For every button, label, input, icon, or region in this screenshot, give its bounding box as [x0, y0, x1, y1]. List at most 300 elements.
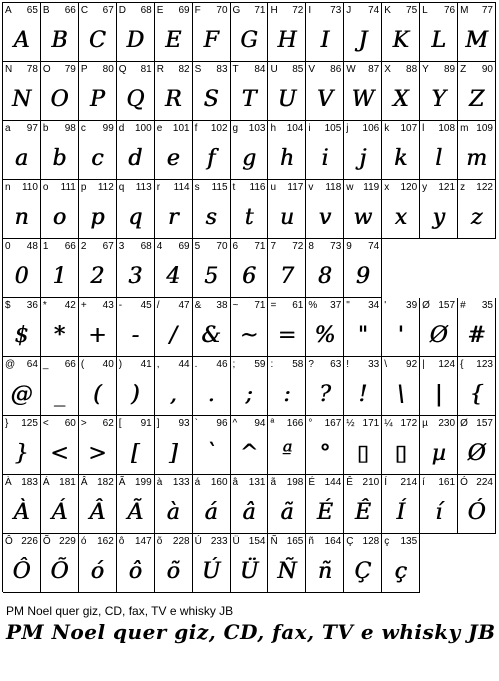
glyph-sample: - [131, 322, 139, 348]
glyph-char: + [80, 300, 87, 311]
glyph-cell [344, 3, 382, 62]
glyph-code: 85 [292, 64, 304, 75]
glyph-label [308, 5, 341, 17]
glyph-sample: w [353, 204, 373, 230]
glyph-label [5, 536, 38, 548]
glyph-char: J [346, 5, 352, 16]
glyph-code: 122 [476, 182, 493, 193]
glyph-char: H [270, 5, 278, 16]
glyph-code: 104 [286, 123, 304, 134]
glyph-char: Ê [346, 477, 353, 488]
glyph-code: 78 [26, 64, 38, 75]
glyph-char: [ [118, 418, 122, 429]
glyph-cell [79, 475, 117, 534]
glyph-char: ô [118, 536, 125, 547]
glyph-label [422, 418, 455, 430]
glyph-label [43, 64, 76, 76]
glyph-code: 75 [406, 5, 418, 16]
glyph-code: 108 [438, 123, 456, 134]
glyph-label [5, 182, 38, 194]
glyph-char: S [194, 64, 202, 75]
glyph-char: F [194, 5, 201, 16]
glyph-code: 171 [362, 418, 380, 429]
glyph-cell [420, 416, 458, 475]
glyph-char: L [422, 5, 428, 16]
glyph-code: 42 [64, 300, 76, 311]
glyph-label [270, 182, 303, 194]
glyph-sample: ã [280, 499, 294, 525]
glyph-char: Ø [422, 300, 430, 311]
glyph-code: 230 [438, 418, 456, 429]
glyph-cell [231, 62, 269, 121]
glyph-label [195, 477, 228, 489]
glyph-cell [344, 475, 382, 534]
glyph-cell [155, 121, 193, 180]
glyph-cell [382, 475, 420, 534]
glyph-cell [344, 534, 382, 593]
glyph-cell [155, 3, 193, 62]
glyph-char: I [308, 5, 312, 16]
glyph-cell [193, 62, 231, 121]
glyph-sample: 6 [241, 263, 256, 289]
glyph-sample: F [203, 27, 219, 53]
glyph-label [308, 300, 341, 312]
glyph-code: 166 [286, 418, 304, 429]
glyph-char: Â [80, 477, 88, 488]
glyph-label [270, 123, 303, 135]
glyph-cell [458, 298, 496, 357]
glyph-row [3, 357, 496, 416]
glyph-sample: ^ [239, 440, 259, 466]
glyph-cell [344, 416, 382, 475]
glyph-code: 101 [172, 123, 190, 134]
glyph-cell [41, 62, 79, 121]
glyph-cell [268, 3, 306, 62]
glyph-char: Ã [118, 477, 126, 488]
glyph-code: 41 [140, 359, 152, 370]
glyph-label [270, 64, 303, 76]
glyph-sample: M [465, 27, 488, 53]
glyph-char: { [460, 359, 464, 370]
glyph-char: < [42, 418, 49, 429]
glyph-char: v [308, 182, 314, 193]
glyph-label [346, 300, 379, 312]
glyph-label [119, 359, 152, 371]
glyph-cell [231, 3, 269, 62]
glyph-code: 100 [135, 123, 152, 134]
glyph-label [308, 418, 341, 430]
glyph-cell [420, 475, 458, 534]
glyph-sample: f [206, 145, 216, 171]
glyph-sample: 8 [317, 263, 332, 289]
glyph-char: = [270, 300, 277, 311]
glyph-sample: À [13, 499, 30, 525]
glyph-cell [79, 534, 117, 593]
glyph-cell [155, 416, 193, 475]
glyph-code: 98 [64, 123, 76, 134]
glyph-code: 172 [400, 418, 418, 429]
glyph-sample: à [166, 499, 180, 525]
glyph-code: 96 [216, 418, 228, 429]
glyph-sample: â [242, 499, 256, 525]
glyph-char: _ [42, 359, 49, 370]
glyph-code: 87 [368, 64, 380, 75]
glyph-label [81, 64, 114, 76]
glyph-label [195, 5, 228, 17]
glyph-label [157, 477, 190, 489]
glyph-char: Ú [194, 536, 202, 547]
glyph-label [384, 300, 417, 312]
glyph-code: 84 [254, 64, 266, 75]
glyph-sample: ) [130, 381, 140, 407]
glyph-label [119, 241, 152, 253]
glyph-label [43, 536, 76, 548]
glyph-label [270, 359, 303, 371]
glyph-code: 40 [102, 359, 114, 370]
glyph-sample: v [318, 204, 332, 230]
glyph-label [460, 477, 493, 489]
glyph-sample: 4 [166, 263, 181, 289]
glyph-cell [155, 298, 193, 357]
glyph-sample: 7 [279, 263, 294, 289]
glyph-cell [231, 180, 269, 239]
glyph-char: Ü [232, 536, 240, 547]
glyph-sample: A [13, 27, 30, 53]
glyph-char: N [5, 64, 13, 75]
glyph-label [233, 182, 266, 194]
glyph-char: w [346, 182, 354, 193]
glyph-cell [306, 475, 344, 534]
empty-cell [458, 534, 496, 593]
glyph-label [460, 64, 493, 76]
glyph-label [195, 182, 228, 194]
glyph-sample: H [277, 27, 297, 53]
glyph-code: 35 [481, 300, 493, 311]
glyph-label [346, 182, 379, 194]
glyph-label [460, 300, 493, 312]
glyph-char: V [308, 64, 316, 75]
glyph-code: 144 [324, 477, 342, 488]
glyph-sample: ] [168, 440, 178, 466]
glyph-char: - [118, 300, 123, 311]
glyph-char: B [42, 5, 50, 16]
glyph-sample: Ü [239, 558, 259, 584]
glyph-sample: ó [90, 558, 104, 584]
glyph-label [460, 5, 493, 17]
glyph-row [3, 239, 496, 298]
glyph-cell [382, 357, 420, 416]
glyph-sample: } [14, 440, 29, 466]
empty-cell [420, 534, 458, 593]
glyph-char: : [270, 359, 274, 370]
glyph-cell [306, 180, 344, 239]
glyph-sample: m [466, 145, 487, 171]
glyph-sample: B [51, 27, 68, 53]
glyph-char: ` [194, 418, 198, 429]
glyph-code: 34 [368, 300, 380, 311]
glyph-cell [268, 357, 306, 416]
glyph-code: 69 [178, 241, 190, 252]
glyph-cell [231, 298, 269, 357]
glyph-sample: S [203, 86, 219, 112]
glyph-char: À [5, 477, 12, 488]
glyph-cell [41, 357, 79, 416]
glyph-cell [268, 121, 306, 180]
glyph-cell [193, 180, 231, 239]
glyph-cell [458, 121, 496, 180]
glyph-row [3, 121, 496, 180]
glyph-sample: Q [126, 86, 145, 112]
glyph-code: 111 [60, 182, 76, 193]
glyph-char: ^ [232, 418, 238, 429]
glyph-cell [382, 62, 420, 121]
glyph-label [157, 64, 190, 76]
glyph-sample: ~ [239, 322, 259, 348]
glyph-code: 38 [216, 300, 228, 311]
glyph-sample: ç [394, 558, 407, 584]
glyph-label [119, 536, 152, 548]
glyph-label [384, 5, 417, 17]
glyph-label [422, 300, 455, 312]
glyph-cell [117, 3, 155, 62]
glyph-sample: 5 [204, 263, 219, 289]
glyph-label [384, 182, 417, 194]
glyph-label [308, 64, 341, 76]
glyph-cell [79, 298, 117, 357]
glyph-cell [79, 180, 117, 239]
glyph-sample: ' [397, 322, 404, 348]
glyph-char: d [118, 123, 125, 134]
glyph-code: 47 [178, 300, 190, 311]
glyph-sample: [ [130, 440, 140, 466]
glyph-label [270, 300, 303, 312]
glyph-code: 161 [438, 477, 456, 488]
glyph-char: z [460, 182, 466, 193]
glyph-char: à [156, 477, 163, 488]
glyph-char: ç [384, 536, 390, 547]
glyph-cell [458, 475, 496, 534]
glyph-code: 69 [178, 5, 190, 16]
glyph-cell [3, 180, 41, 239]
glyph-code: 65 [26, 5, 38, 16]
glyph-char: $ [5, 300, 11, 311]
glyph-code: 68 [140, 241, 152, 252]
glyph-char: 0 [5, 241, 11, 252]
glyph-label [81, 477, 114, 489]
glyph-char: ã [270, 477, 277, 488]
glyph-code: 64 [26, 359, 38, 370]
glyph-cell [155, 239, 193, 298]
glyph-label [346, 359, 379, 371]
glyph-sample: e [166, 145, 180, 171]
glyph-cell [344, 239, 382, 298]
glyph-char: % [308, 300, 318, 311]
glyph-code: 66 [64, 359, 76, 370]
glyph-sample: ▯ [356, 440, 369, 466]
glyph-char: 6 [232, 241, 239, 252]
glyph-cell [193, 475, 231, 534]
glyph-code: 82 [178, 64, 190, 75]
glyph-code: 214 [400, 477, 418, 488]
glyph-label [81, 359, 114, 371]
glyph-label [384, 64, 417, 76]
glyph-sample: Õ [50, 558, 69, 584]
glyph-char: s [194, 182, 200, 193]
glyph-label [43, 5, 76, 17]
glyph-sample: @ [10, 381, 33, 407]
glyph-char: # [460, 300, 466, 311]
glyph-char: g [232, 123, 239, 134]
glyph-code: 157 [476, 418, 493, 429]
glyph-sample: Ã [127, 499, 144, 525]
glyph-label [233, 418, 266, 430]
glyph-char: U [270, 64, 278, 75]
glyph-label [384, 477, 417, 489]
glyph-char: ~ [232, 300, 239, 311]
glyph-row [3, 3, 496, 62]
glyph-label [119, 300, 152, 312]
glyph-sample: : [283, 381, 291, 407]
glyph-label [43, 359, 76, 371]
glyph-char: Ø [460, 418, 468, 429]
glyph-char: p [80, 182, 87, 193]
glyph-code: 154 [248, 536, 266, 547]
glyph-label [5, 418, 38, 430]
glyph-code: 81 [140, 64, 152, 75]
glyph-char: 4 [156, 241, 163, 252]
glyph-code: 70 [216, 5, 228, 16]
glyph-sample: ? [318, 381, 331, 407]
glyph-code: 120 [400, 182, 418, 193]
glyph-char: Õ [42, 536, 51, 547]
glyph-code: 71 [254, 5, 266, 16]
glyph-sample: ° [319, 440, 331, 466]
glyph-cell [79, 3, 117, 62]
glyph-sample: L [431, 27, 446, 53]
glyph-char: y [422, 182, 428, 193]
glyph-sample: n [14, 204, 29, 230]
glyph-label [270, 477, 303, 489]
glyph-cell [3, 121, 41, 180]
glyph-code: 165 [286, 536, 304, 547]
glyph-char: ° [308, 418, 313, 429]
glyph-char: M [460, 5, 469, 16]
glyph-label [157, 5, 190, 17]
glyph-char: o [42, 182, 49, 193]
glyph-label [5, 359, 38, 371]
glyph-sample: Ç [354, 558, 372, 584]
glyph-char: u [270, 182, 277, 193]
glyph-label [422, 123, 455, 135]
glyph-sample: a [14, 145, 29, 171]
glyph-char: 3 [118, 241, 125, 252]
glyph-code: 182 [97, 477, 114, 488]
glyph-sample: t [244, 204, 254, 230]
glyph-char: Ñ [270, 536, 278, 547]
glyph-code: 94 [254, 418, 266, 429]
glyph-code: 63 [330, 359, 342, 370]
glyph-sample: Ô [12, 558, 31, 584]
glyph-sample: ª [281, 440, 293, 466]
glyph-cell [117, 298, 155, 357]
glyph-char: T [232, 64, 239, 75]
glyph-char: | [422, 359, 425, 370]
glyph-sample: Í [396, 499, 406, 525]
glyph-cell [268, 416, 306, 475]
glyph-cell [382, 121, 420, 180]
glyph-cell [231, 534, 269, 593]
glyph-code: 37 [330, 300, 342, 311]
glyph-code: 233 [210, 536, 228, 547]
glyph-code: 110 [21, 182, 38, 193]
glyph-label [81, 536, 114, 548]
glyph-char: á [194, 477, 201, 488]
glyph-char: a [5, 123, 11, 134]
glyph-cell [117, 239, 155, 298]
glyph-char: C [80, 5, 89, 16]
glyph-cell [41, 180, 79, 239]
glyph-cell [306, 298, 344, 357]
glyph-cell [382, 298, 420, 357]
glyph-char: O [42, 64, 51, 75]
glyph-code: 99 [102, 123, 114, 134]
glyph-char: ' [384, 300, 387, 311]
glyph-cell [268, 298, 306, 357]
glyph-code: 198 [286, 477, 304, 488]
glyph-char: õ [156, 536, 163, 547]
glyph-code: 226 [21, 536, 38, 547]
glyph-code: 107 [400, 123, 418, 134]
glyph-row [3, 416, 496, 475]
glyph-code: 210 [362, 477, 380, 488]
glyph-label [43, 241, 76, 253]
glyph-sample: Á [51, 499, 68, 525]
glyph-label [346, 477, 379, 489]
glyph-code: 224 [476, 477, 493, 488]
glyph-label [119, 64, 152, 76]
glyph-cell [458, 62, 496, 121]
glyph-sample: j [359, 145, 367, 171]
glyph-cell [155, 62, 193, 121]
glyph-cell [420, 62, 458, 121]
glyph-char: @ [5, 359, 16, 370]
glyph-char: e [156, 123, 163, 134]
glyph-label [346, 64, 379, 76]
glyph-cell [382, 180, 420, 239]
glyph-code: 33 [368, 359, 380, 370]
glyph-cell [41, 534, 79, 593]
glyph-char: h [270, 123, 277, 134]
glyph-label [460, 359, 493, 371]
glyph-sample: ; [245, 381, 253, 407]
glyph-code: 125 [21, 418, 38, 429]
glyph-cell [41, 475, 79, 534]
glyph-cell [3, 3, 41, 62]
glyph-cell [117, 475, 155, 534]
glyph-cell [268, 475, 306, 534]
glyph-label [384, 359, 417, 371]
glyph-cell [79, 416, 117, 475]
glyph-code: 106 [362, 123, 380, 134]
glyph-char: m [460, 123, 469, 134]
glyph-label [233, 477, 266, 489]
glyph-label [233, 64, 266, 76]
glyph-code: 67 [102, 241, 114, 252]
glyph-sample: J [358, 27, 368, 53]
glyph-cell [344, 180, 382, 239]
glyph-char: k [384, 123, 390, 134]
glyph-char: Y [422, 64, 429, 75]
